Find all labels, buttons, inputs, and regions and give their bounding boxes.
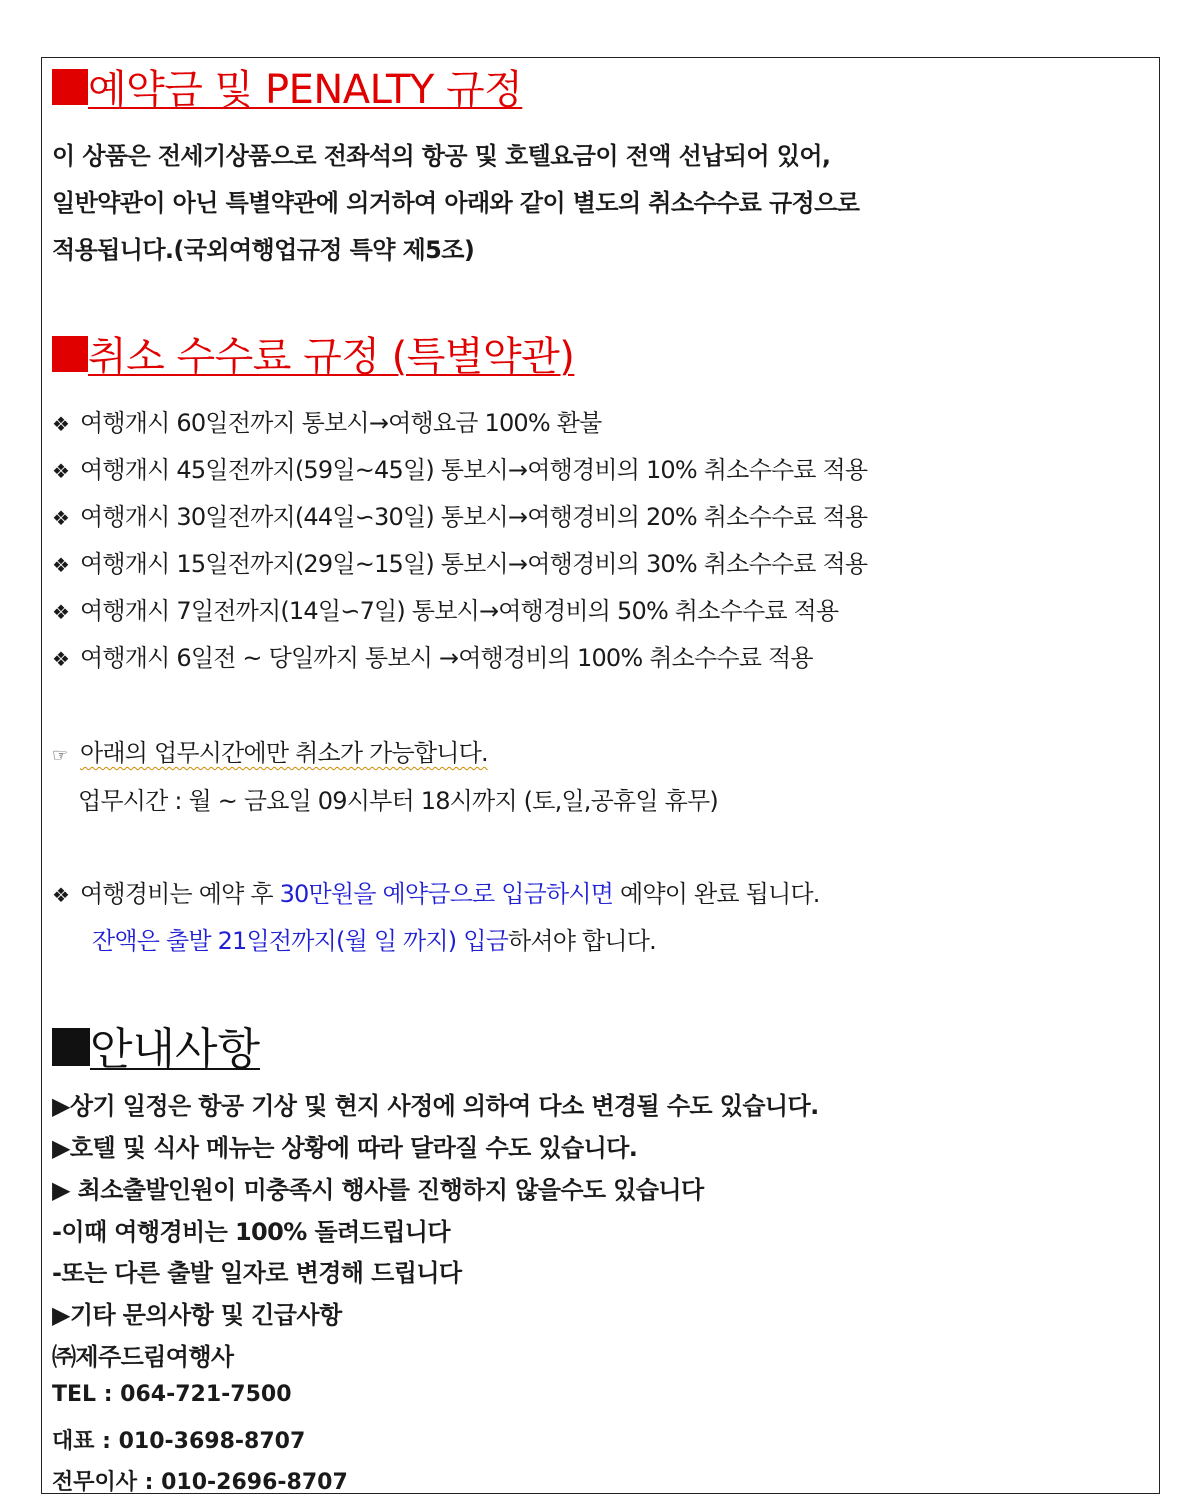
cancel-rule-text: 여행개시 60일전까지 통보시→여행요금 100% 환불 (80, 409, 602, 437)
diamond-bullet-icon: ❖ (52, 506, 70, 530)
cancel-rule-text: 여행개시 30일전까지(44일∽30일) 통보시→여행경비의 20% 취소수수료 적용 (80, 503, 868, 531)
contact-tel: TEL : 064-721-7500 (52, 1382, 292, 1407)
diamond-bullet-icon: ❖ (52, 459, 70, 483)
notice-item: ▶호텔 및 식사 메뉴는 상황에 따라 달라질 수도 있습니다. (52, 1134, 638, 1162)
cancel-rule-text: 여행개시 15일전까지(29일~15일) 통보시→여행경비의 30% 취소수수료 적용 (80, 550, 868, 578)
penalty-heading-text: 예약금 및 PENALTY 규정 (88, 67, 523, 113)
hours-note-text: 아래의 업무시간에만 취소가 가능합니다. (80, 739, 488, 767)
diamond-bullet-icon: ❖ (52, 883, 70, 907)
intro-line-2: 일반약관이 아닌 특별약관에 의거하여 아래와 같이 별도의 취소수수료 규정으로 (52, 189, 860, 217)
deposit-amount: 30만원을 예약금으로 입금하시면 (279, 880, 614, 908)
cancel-rule (52, 638, 813, 673)
notice-heading (52, 1013, 260, 1077)
contact-director: 전무이사 : 010-2696-8707 (52, 1470, 348, 1495)
diamond-bullet-icon: ❖ (52, 553, 70, 577)
square-bullet-icon (52, 336, 88, 372)
notice-item: -또는 다른 출발 일자로 변경해 드립니다 (52, 1259, 462, 1287)
cancel-rule (52, 450, 867, 485)
cancel-rule (52, 497, 867, 532)
deposit-prefix: 여행경비는 예약 후 (80, 880, 280, 908)
penalty-heading (52, 58, 522, 115)
pointing-hand-icon: ☞ (52, 745, 68, 766)
diamond-bullet-icon: ❖ (52, 647, 70, 671)
cancel-rule (52, 403, 602, 438)
cancel-rule-text: 여행개시 45일전까지(59일~45일) 통보시→여행경비의 10% 취소수수료 적용 (80, 456, 868, 484)
diamond-bullet-icon: ❖ (52, 412, 70, 436)
hours-detail: 업무시간 : 월 ~ 금요일 09시부터 18시까지 (토,일,공휴일 휴무) (78, 787, 718, 815)
balance-note (92, 921, 656, 956)
balance-deadline: 잔액은 출발 21일전까지(월 일 까지) 입금 (92, 927, 508, 955)
deposit-suffix: 예약이 완료 됩니다. (613, 880, 820, 908)
company-name: ㈜제주드림여행사 (52, 1343, 234, 1371)
cancel-heading (52, 325, 574, 382)
intro-line-1: 이 상품은 전세기상품으로 전좌석의 항공 및 호텔요금이 전액 선납되어 있어, (52, 142, 831, 170)
diamond-bullet-icon: ❖ (52, 600, 70, 624)
cancel-rule (52, 591, 838, 626)
cancel-rule-text: 여행개시 6일전 ~ 당일까지 통보시 →여행경비의 100% 취소수수료 적용 (80, 644, 813, 672)
notice-heading-text: 안내사항 (90, 1024, 261, 1075)
cancel-heading-text: 취소 수수료 규정 (특별약관) (88, 334, 575, 380)
intro-line-3: 적용됩니다.(국외여행업규정 특약 제5조) (52, 236, 475, 264)
deposit-note (52, 874, 820, 909)
balance-suffix: 하셔야 합니다. (507, 927, 656, 955)
square-bullet-icon (52, 69, 88, 105)
cancel-rule (52, 544, 867, 579)
hours-note (52, 733, 488, 768)
contact-ceo: 대표 : 010-3698-8707 (52, 1429, 306, 1454)
notice-item: ▶상기 일정은 항공 기상 및 현지 사정에 의하여 다소 변경될 수도 있습니다. (52, 1092, 819, 1120)
notice-item: ▶기타 문의사항 및 긴급사항 (52, 1301, 342, 1329)
cancel-rule-text: 여행개시 7일전까지(14일∽7일) 통보시→여행경비의 50% 취소수수료 적용 (80, 597, 839, 625)
square-bullet-icon (52, 1028, 90, 1066)
notice-item: ▶ 최소출발인원이 미충족시 행사를 진행하지 않을수도 있습니다 (52, 1176, 704, 1204)
notice-item: -이때 여행경비는 100% 돌려드립니다 (52, 1218, 450, 1246)
